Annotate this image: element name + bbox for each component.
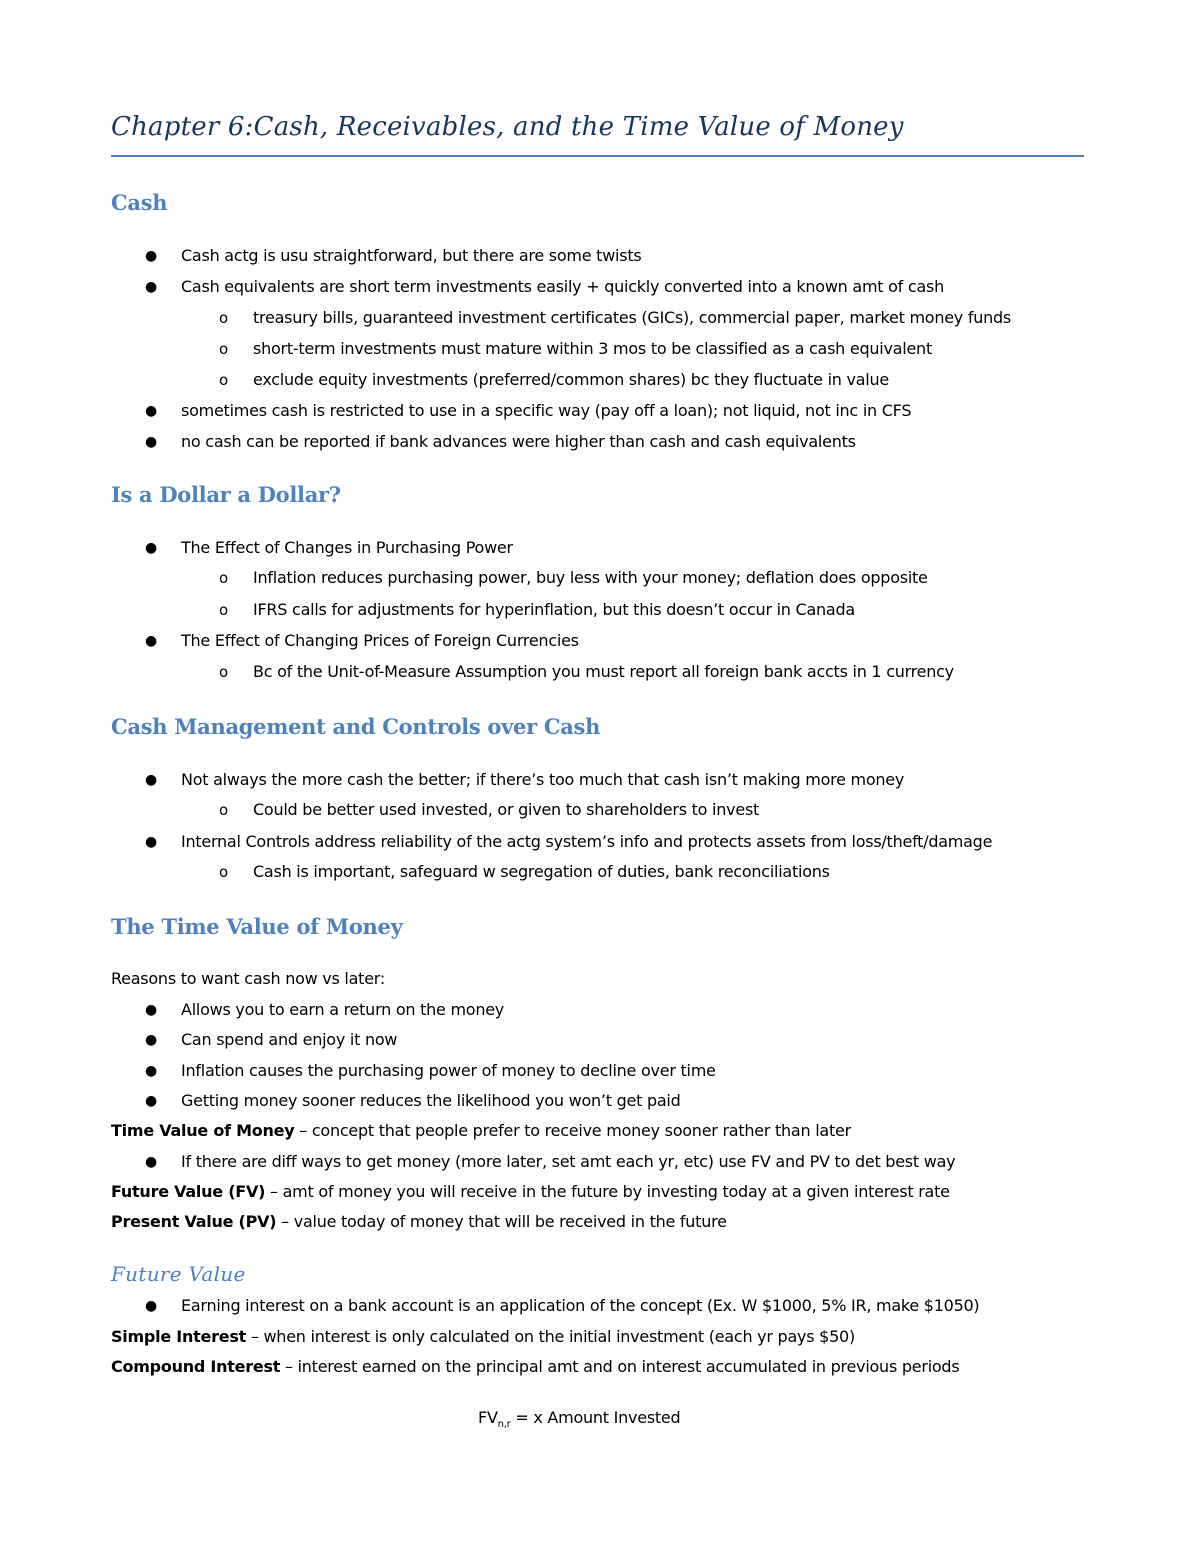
definition-term: Present Value (PV) [111,1212,277,1231]
list-item: The Effect of Changing Prices of Foreign Currencies [181,631,579,650]
definition-simple-interest [111,1327,855,1347]
definition-compound-interest [111,1357,959,1377]
definition-text: – value today of money that will be received in the future [276,1212,727,1231]
bullet-icon: ● [145,248,158,264]
heading-cash: Cash [111,190,168,215]
title-underline [111,155,1084,157]
heading-time-value: The Time Value of Money [111,914,403,939]
bullet-icon: ● [145,1298,158,1314]
list-subitem: Cash is important, safeguard w segregation of duties, bank reconciliations [253,862,830,881]
list-item: Internal Controls address reliability of the actg system’s info and protects assets from loss/theft/damage [181,832,993,851]
list-subitem: exclude equity investments (preferred/common shares) bc they fluctuate in value [253,370,889,389]
definition-text: – when interest is only calculated on the initial investment (each yr pays $50) [246,1327,855,1346]
list-subitem: IFRS calls for adjustments for hyperinflation, but this doesn’t occur in Canada [253,600,855,619]
list-item: Inflation causes the purchasing power of money to decline over time [181,1061,716,1080]
list-item: If there are diff ways to get money (more later, set amt each yr, etc) use FV and PV to det best way [181,1152,956,1171]
bullet-icon: ● [145,834,158,850]
bullet-icon: ● [145,772,158,788]
definition-term: Time Value of Money [111,1121,295,1140]
bullet-icon: ● [145,540,158,556]
bullet-icon: ● [145,1063,158,1079]
definition-text: – concept that people prefer to receive money sooner rather than later [294,1121,851,1140]
bullet-icon: ● [145,403,158,419]
bullet-icon: ● [145,1002,158,1018]
list-item: Getting money sooner reduces the likelihood you won’t get paid [181,1091,681,1110]
heading-future-value: Future Value [111,1262,246,1286]
list-item: Not always the more cash the better; if there’s too much that cash isn’t making more money [181,770,905,789]
bullet-icon: ● [145,1154,158,1170]
circle-bullet-icon: o [219,663,229,681]
list-item: sometimes cash is restricted to use in a specific way (pay off a loan); not liquid, not inc in CFS [181,401,912,420]
definition-text: – interest earned on the principal amt and on interest accumulated in previous periods [280,1357,960,1376]
heading-dollar: Is a Dollar a Dollar? [111,482,341,507]
definition-future-value [111,1182,950,1202]
list-item: no cash can be reported if bank advances were higher than cash and cash equivalents [181,432,856,451]
intro-text: Reasons to want cash now vs later: [111,969,385,988]
formula-subscript: n,r [497,1419,511,1430]
formula [478,1408,680,1435]
bullet-icon: ● [145,633,158,649]
formula-rest: = x Amount Invested [510,1408,681,1427]
bullet-icon: ● [145,1093,158,1109]
heading-cash-management: Cash Management and Controls over Cash [111,714,601,739]
circle-bullet-icon: o [219,569,229,587]
list-item: The Effect of Changes in Purchasing Power [181,538,513,557]
list-subitem: Inflation reduces purchasing power, buy less with your money; deflation does opposite [253,568,928,587]
circle-bullet-icon: o [219,309,229,327]
list-subitem: treasury bills, guaranteed investment certificates (GICs), commercial paper, market money funds [253,308,1012,327]
circle-bullet-icon: o [219,801,229,819]
definition-text: – amt of money you will receive in the future by investing today at a given interest rate [265,1182,950,1201]
definition-term: Simple Interest [111,1327,247,1346]
circle-bullet-icon: o [219,863,229,881]
page-title: Chapter 6:Cash, Receivables, and the Time Value of Money [111,112,904,142]
bullet-icon: ● [145,434,158,450]
circle-bullet-icon: o [219,601,229,619]
list-subitem: Could be better used invested, or given to shareholders to invest [253,800,760,819]
bullet-icon: ● [145,1032,158,1048]
definition-term: Future Value (FV) [111,1182,266,1201]
circle-bullet-icon: o [219,371,229,389]
bullet-icon: ● [145,279,158,295]
list-subitem: short-term investments must mature within 3 mos to be classified as a cash equivalent [253,339,932,358]
list-item: Cash actg is usu straightforward, but there are some twists [181,246,642,265]
list-item: Earning interest on a bank account is an application of the concept (Ex. W $1000, 5% IR, make $1050) [181,1296,980,1315]
definition-term: Compound Interest [111,1357,281,1376]
list-subitem: Bc of the Unit-of-Measure Assumption you must report all foreign bank accts in 1 currency [253,662,954,681]
definition-present-value [111,1212,727,1232]
list-item: Can spend and enjoy it now [181,1030,398,1049]
circle-bullet-icon: o [219,340,229,358]
list-item: Allows you to earn a return on the money [181,1000,505,1019]
definition-time-value [111,1121,851,1141]
list-item: Cash equivalents are short term investments easily + quickly converted into a known amt of cash [181,277,944,296]
formula-main: FV [478,1408,498,1427]
